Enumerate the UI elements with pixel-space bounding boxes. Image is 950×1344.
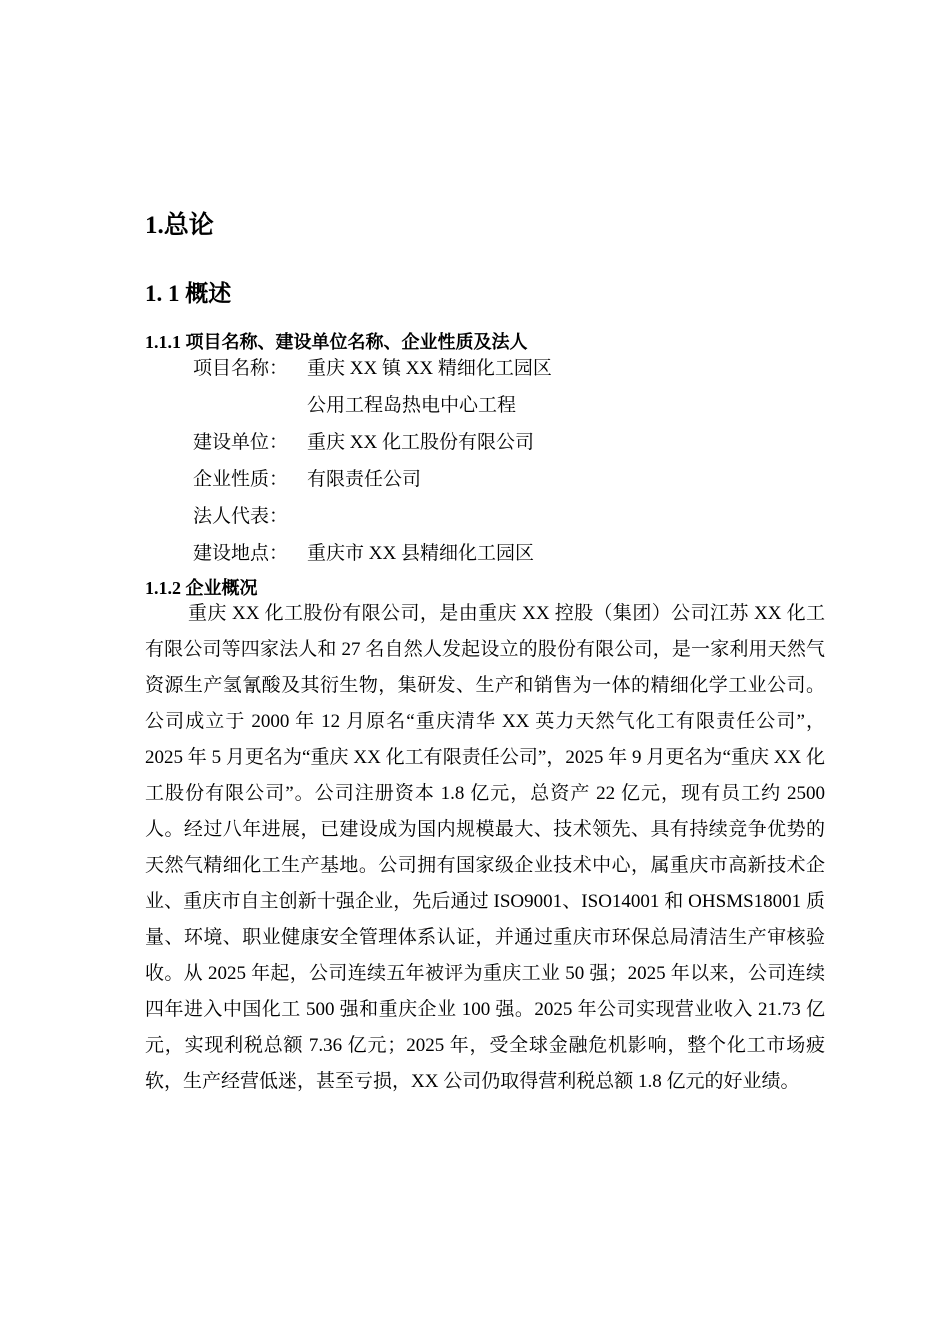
project-name-row bbox=[193, 350, 552, 387]
project-info-list bbox=[193, 350, 552, 572]
company-overview-paragraph: 重庆 XX 化工股份有限公司，是由重庆 XX 控股（集团）公司江苏 XX 化工有限公司等四家法人和 27 名自然人发起设立的股份有限公司，是一家利用天然气资源生产氢氰酸及其衍生物，集研发、生产和销售为一体的精细化学工业公司。公司成立于 2000 年 12 月原名“重庆清华 XX 英力天然气化工有限责任公司”，2025 年 5 月更名为“重庆 XX 化工有限责任公司”，2025 年 9 月更名为“重庆 XX 化工股份有限公司”。公司注册资本 1.8 亿元，总资产 22 亿元，现有员工约 2500 人。经过八年进展，已建设成为国内规模最大、技术领先、具有持续竞争优势的天然气精细化工生产基地。公司拥有国家级企业技术中心，属重庆市高新技术企业、重庆市自主创新十强企业，先后通过 ISO9001、ISO14001 和 OHSMS18001 质量、环境、职业健康安全管理体系认证，并通过重庆市环保总局清洁生产审核验收。从 2025 年起，公司连续五年被评为重庆工业 50 强；2025 年以来，公司连续四年进入中国化工 500 强和重庆企业 100 强。2025 年公司实现营业收入 21.73 亿元，实现利税总额 7.36 亿元；2025 年，受全球金融危机影响，整个化工市场疲软，生产经营低迷，甚至亏损，XX 公司仍取得营利税总额 1.8 亿元的好业绩。 bbox=[145, 603, 825, 1092]
location-label: 建设地点： bbox=[193, 543, 289, 564]
company-type-row bbox=[193, 461, 552, 498]
section-heading: 1. 1 概述 bbox=[145, 281, 232, 306]
builder-label: 建设单位： bbox=[193, 432, 289, 453]
project-name-label: 项目名称： bbox=[193, 358, 289, 379]
subsection-heading-project-info: 1.1.1 项目名称、建设单位名称、企业性质及法人 bbox=[145, 332, 528, 352]
company-type-label: 企业性质： bbox=[193, 469, 289, 490]
builder-row bbox=[193, 424, 552, 461]
builder-value: 重庆 XX 化工股份有限公司 bbox=[307, 432, 534, 453]
location-value: 重庆市 XX 县精细化工园区 bbox=[307, 543, 534, 564]
subsection-heading-company-overview: 1.1.2 企业概况 bbox=[145, 578, 258, 598]
project-name-value-continued: 公用工程岛热电中心工程 bbox=[307, 395, 517, 416]
project-name-continuation-row bbox=[193, 387, 552, 424]
chapter-heading: 1.总论 bbox=[145, 212, 214, 239]
location-row bbox=[193, 535, 552, 572]
company-type-value: 有限责任公司 bbox=[307, 469, 422, 490]
legal-rep-row bbox=[193, 498, 552, 535]
legal-rep-label: 法人代表： bbox=[193, 506, 289, 527]
project-name-value: 重庆 XX 镇 XX 精细化工园区 bbox=[307, 358, 552, 379]
